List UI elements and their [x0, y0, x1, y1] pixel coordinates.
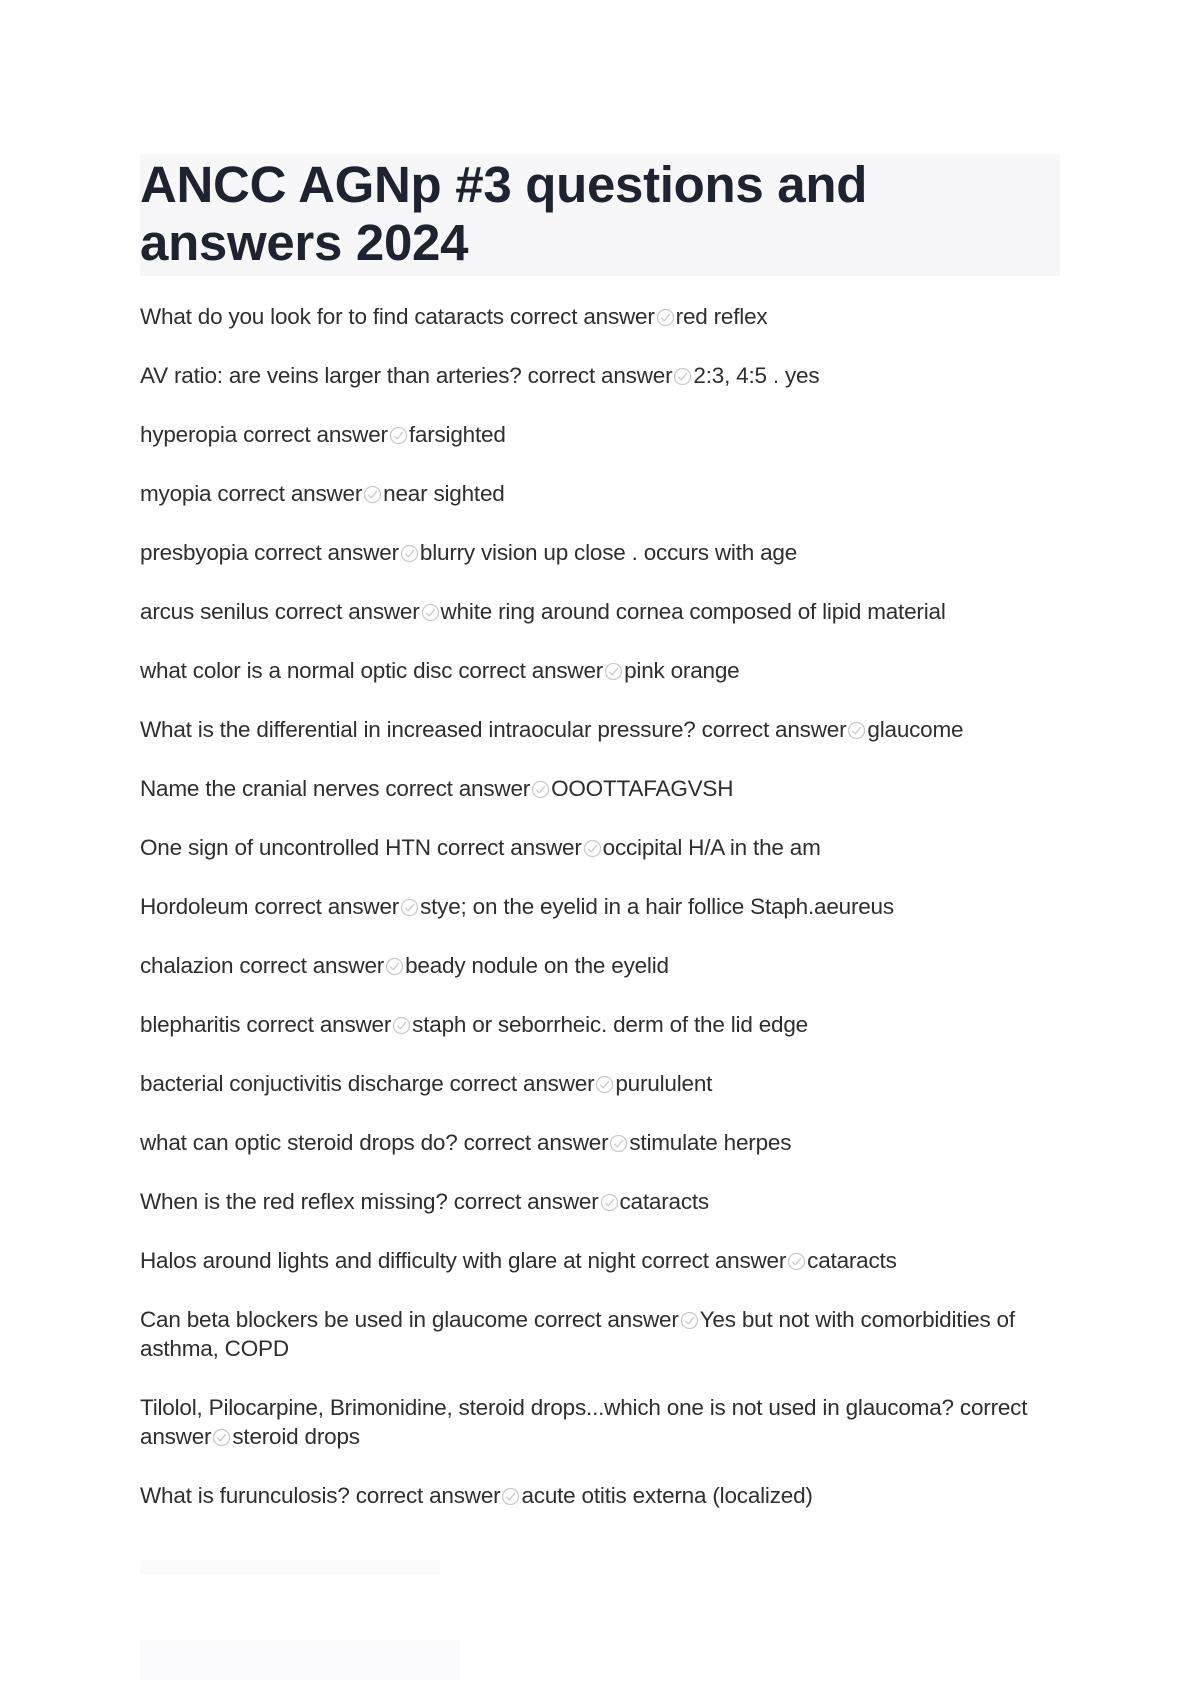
check-circle-icon	[583, 839, 602, 858]
qa-item	[140, 656, 1080, 685]
check-circle-icon	[847, 721, 866, 740]
answer-text: purululent	[615, 1071, 713, 1096]
answer-text: staph or seborrheic. derm of the lid edge	[412, 1012, 808, 1037]
question-text: myopia	[140, 481, 212, 506]
qa-item	[140, 1246, 1080, 1275]
answer-text: cataracts	[807, 1248, 897, 1273]
answer-text: OOOTTAFAGVSH	[551, 776, 734, 801]
answer-text: near sighted	[383, 481, 505, 506]
answer-text: farsighted	[408, 422, 506, 447]
qa-item	[140, 1481, 1080, 1510]
question-text: When is the red reflex missing?	[140, 1189, 448, 1214]
answer-text: acute otitis externa (localized)	[521, 1483, 813, 1508]
qa-item	[140, 1069, 1080, 1098]
footer-smudge	[140, 1560, 440, 1574]
check-circle-icon	[212, 1428, 231, 1447]
qa-item	[140, 597, 1080, 626]
qa-item	[140, 833, 1080, 862]
qa-item	[140, 1187, 1080, 1216]
question-text: What is furunculosis?	[140, 1483, 350, 1508]
correct-answer-label: correct answer	[453, 1189, 599, 1214]
answer-text: beady nodule on the eyelid	[405, 953, 669, 978]
correct-answer-label: correct answer	[436, 835, 582, 860]
answer-text: white ring around cornea composed of lipid material	[440, 599, 946, 624]
answer-text: cataracts	[619, 1189, 709, 1214]
question-text: What do you look for to find cataracts	[140, 304, 504, 329]
qa-item	[140, 892, 1080, 921]
check-circle-icon	[392, 1016, 411, 1035]
answer-text: Yes but not with comorbidities of asthma, COPD	[140, 1307, 1015, 1361]
check-circle-icon	[656, 308, 675, 327]
qa-item	[140, 420, 1080, 449]
question-text: arcus senilus	[140, 599, 269, 624]
correct-answer-label: correct answer	[701, 717, 847, 742]
correct-answer-label: correct answer	[140, 1395, 1028, 1449]
question-text: What is the differential in increased intraocular pressure?	[140, 717, 696, 742]
answer-text: occipital H/A in the am	[602, 835, 821, 860]
question-text: Hordoleum	[140, 894, 249, 919]
correct-answer-label: correct answer	[527, 363, 673, 388]
check-circle-icon	[385, 957, 404, 976]
title-block	[140, 154, 1060, 276]
check-circle-icon	[595, 1075, 614, 1094]
correct-answer-label: correct answer	[449, 1071, 595, 1096]
check-circle-icon	[531, 780, 550, 799]
question-text: chalazion	[140, 953, 234, 978]
check-circle-icon	[680, 1311, 699, 1330]
qa-item	[140, 1305, 1080, 1363]
correct-answer-label: correct answer	[243, 422, 388, 447]
page-title: ANCC AGNp #3 questions and answers 2024	[140, 156, 868, 271]
question-text: Tilolol, Pilocarpine, Brimonidine, steroid drops...which one is not used in glaucoma?	[140, 1395, 954, 1420]
correct-answer-label: correct answer	[641, 1248, 787, 1273]
question-text: Halos around lights and difficulty with glare at night	[140, 1248, 636, 1273]
question-text: Name the cranial nerves	[140, 776, 380, 801]
qa-list	[140, 302, 1080, 1540]
check-circle-icon	[363, 485, 382, 504]
qa-item	[140, 1010, 1080, 1039]
check-circle-icon	[389, 426, 408, 445]
check-circle-icon	[673, 367, 692, 386]
question-text: hyperopia	[140, 422, 238, 447]
answer-text: pink orange	[624, 658, 740, 683]
question-text: Can beta blockers be used in glaucome	[140, 1307, 528, 1332]
qa-item	[140, 361, 1080, 390]
qa-item	[140, 951, 1080, 980]
check-circle-icon	[604, 662, 623, 681]
check-circle-icon	[609, 1134, 628, 1153]
correct-answer-label: correct answer	[463, 1130, 609, 1155]
answer-text: stimulate herpes	[629, 1130, 792, 1155]
answer-text: red reflex	[675, 304, 768, 329]
answer-text: steroid drops	[232, 1424, 360, 1449]
correct-answer-label: correct answer	[385, 776, 531, 801]
check-circle-icon	[600, 1193, 619, 1212]
qa-item	[140, 479, 1080, 508]
correct-answer-label: correct answer	[254, 540, 399, 565]
check-circle-icon	[787, 1252, 806, 1271]
qa-item	[140, 715, 1080, 744]
question-text: AV ratio: are veins larger than arteries?	[140, 363, 522, 388]
answer-text: stye; on the eyelid in a hair follice Staph.aeureus	[420, 894, 894, 919]
answer-text: 2:3, 4:5 . yes	[693, 363, 820, 388]
correct-answer-label: correct answer	[355, 1483, 501, 1508]
check-circle-icon	[501, 1487, 520, 1506]
qa-item	[140, 1128, 1080, 1157]
check-circle-icon	[421, 603, 440, 622]
answer-text: glaucome	[867, 717, 964, 742]
correct-answer-label: correct answer	[458, 658, 604, 683]
correct-answer-label: correct answer	[246, 1012, 392, 1037]
correct-answer-label: correct answer	[254, 894, 400, 919]
correct-answer-label: correct answer	[274, 599, 420, 624]
correct-answer-label: correct answer	[217, 481, 363, 506]
question-text: blepharitis	[140, 1012, 241, 1037]
check-circle-icon	[400, 898, 419, 917]
qa-item	[140, 538, 1080, 567]
question-text: what can optic steroid drops do?	[140, 1130, 458, 1155]
correct-answer-label: correct answer	[533, 1307, 679, 1332]
qa-item	[140, 774, 1080, 803]
question-text: presbyopia	[140, 540, 249, 565]
question-text: bacterial conjuctivitis discharge	[140, 1071, 444, 1096]
correct-answer-label: correct answer	[509, 304, 655, 329]
correct-answer-label: correct answer	[239, 953, 385, 978]
question-text: what color is a normal optic disc	[140, 658, 453, 683]
answer-text: blurry vision up close . occurs with age	[419, 540, 798, 565]
qa-item	[140, 1393, 1080, 1451]
check-circle-icon	[400, 544, 419, 563]
qa-item	[140, 302, 1080, 331]
question-text: One sign of uncontrolled HTN	[140, 835, 431, 860]
footer-smudge	[140, 1640, 460, 1680]
